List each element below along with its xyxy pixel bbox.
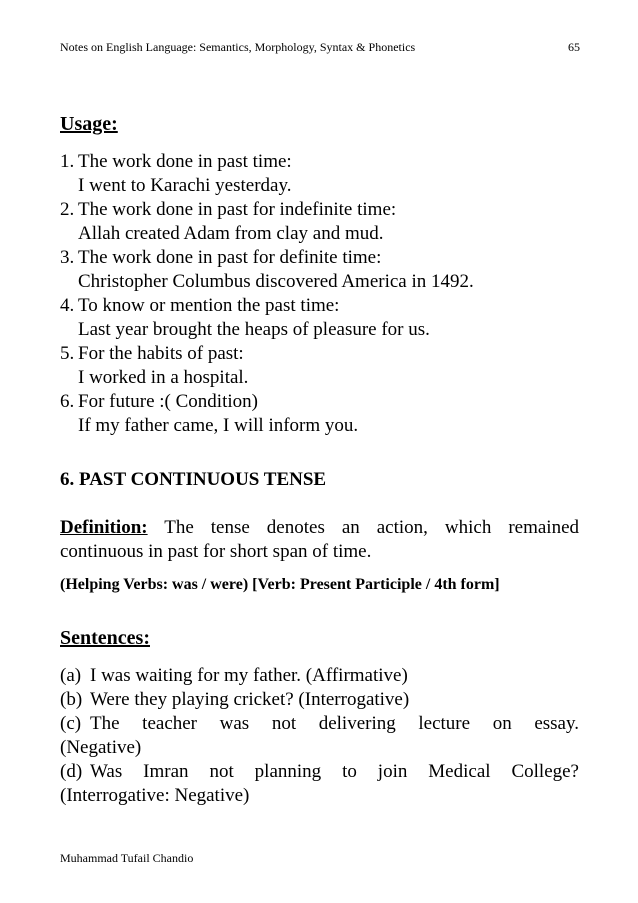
usage-item-number: 3.: [60, 247, 75, 268]
usage-item-number: 6.: [60, 391, 75, 412]
list-item: [60, 688, 579, 712]
usage-item-example: I went to Karachi yesterday.: [78, 175, 292, 196]
usage-item-example: Last year brought the heaps of pleasure for us.: [78, 319, 430, 340]
definition-label: Definition:: [60, 517, 148, 538]
sentence-marker: (a): [60, 665, 82, 686]
page-header: [60, 40, 580, 55]
page-footer: Muhammad Tufail Chandio: [60, 851, 194, 865]
usage-item-example: Allah created Adam from clay and mud.: [78, 223, 384, 244]
sentence-type: (Negative): [60, 737, 142, 758]
sentence-text: Was Imran not planning to join Medical College?: [90, 761, 579, 782]
sentence-list: [60, 664, 579, 808]
usage-item-description: For the habits of past:: [78, 343, 244, 364]
usage-item-number: 2.: [60, 199, 75, 220]
usage-item-description: The work done in past for definite time:: [78, 247, 382, 268]
list-item: [60, 760, 579, 808]
usage-item-description: For future :( Condition): [78, 391, 258, 412]
usage-item: [60, 390, 600, 438]
usage-item-number: 5.: [60, 343, 75, 364]
usage-item: [60, 342, 600, 390]
usage-item: [60, 246, 600, 294]
sentence-text: Were they playing cricket? (Interrogative): [90, 689, 410, 710]
usage-item-number: 4.: [60, 295, 75, 316]
helping-verbs-note: (Helping Verbs: was / were) [Verb: Present Participle / 4th form]: [60, 576, 500, 593]
list-item: [60, 712, 579, 760]
sentence-text: I was waiting for my father. (Affirmative): [90, 665, 408, 686]
usage-item-example: I worked in a hospital.: [78, 367, 249, 388]
sentence-marker: (b): [60, 689, 83, 710]
usage-item-description: The work done in past time:: [78, 151, 292, 172]
sentences-heading: Sentences:: [60, 627, 150, 649]
sentence-type: (Interrogative: Negative): [60, 785, 250, 806]
usage-item-number: 1.: [60, 151, 75, 172]
page-number: 65: [568, 40, 580, 54]
list-item: [60, 664, 579, 688]
usage-item: [60, 198, 600, 246]
sentence-marker: (c): [60, 713, 82, 734]
sentence-marker: (d): [60, 761, 83, 782]
usage-item-description: To know or mention the past time:: [78, 295, 340, 316]
usage-item-description: The work done in past for indefinite time:: [78, 199, 397, 220]
usage-item: [60, 294, 600, 342]
usage-list: [60, 150, 600, 438]
usage-item: [60, 150, 600, 198]
definition-paragraph: [60, 516, 579, 564]
usage-heading: Usage:: [60, 113, 118, 135]
section-title: 6. PAST CONTINUOUS TENSE: [60, 469, 327, 490]
usage-item-example: Christopher Columbus discovered America in 1492.: [78, 271, 474, 292]
header-title: Notes on English Language: Semantics, Morphology, Syntax & Phonetics: [60, 40, 416, 54]
usage-item-example: If my father came, I will inform you.: [78, 415, 359, 436]
definition-text: The tense denotes an action, which remained continuous in past for short span of time.: [60, 517, 579, 562]
sentence-text: The teacher was not delivering lecture on essay.: [90, 713, 579, 734]
